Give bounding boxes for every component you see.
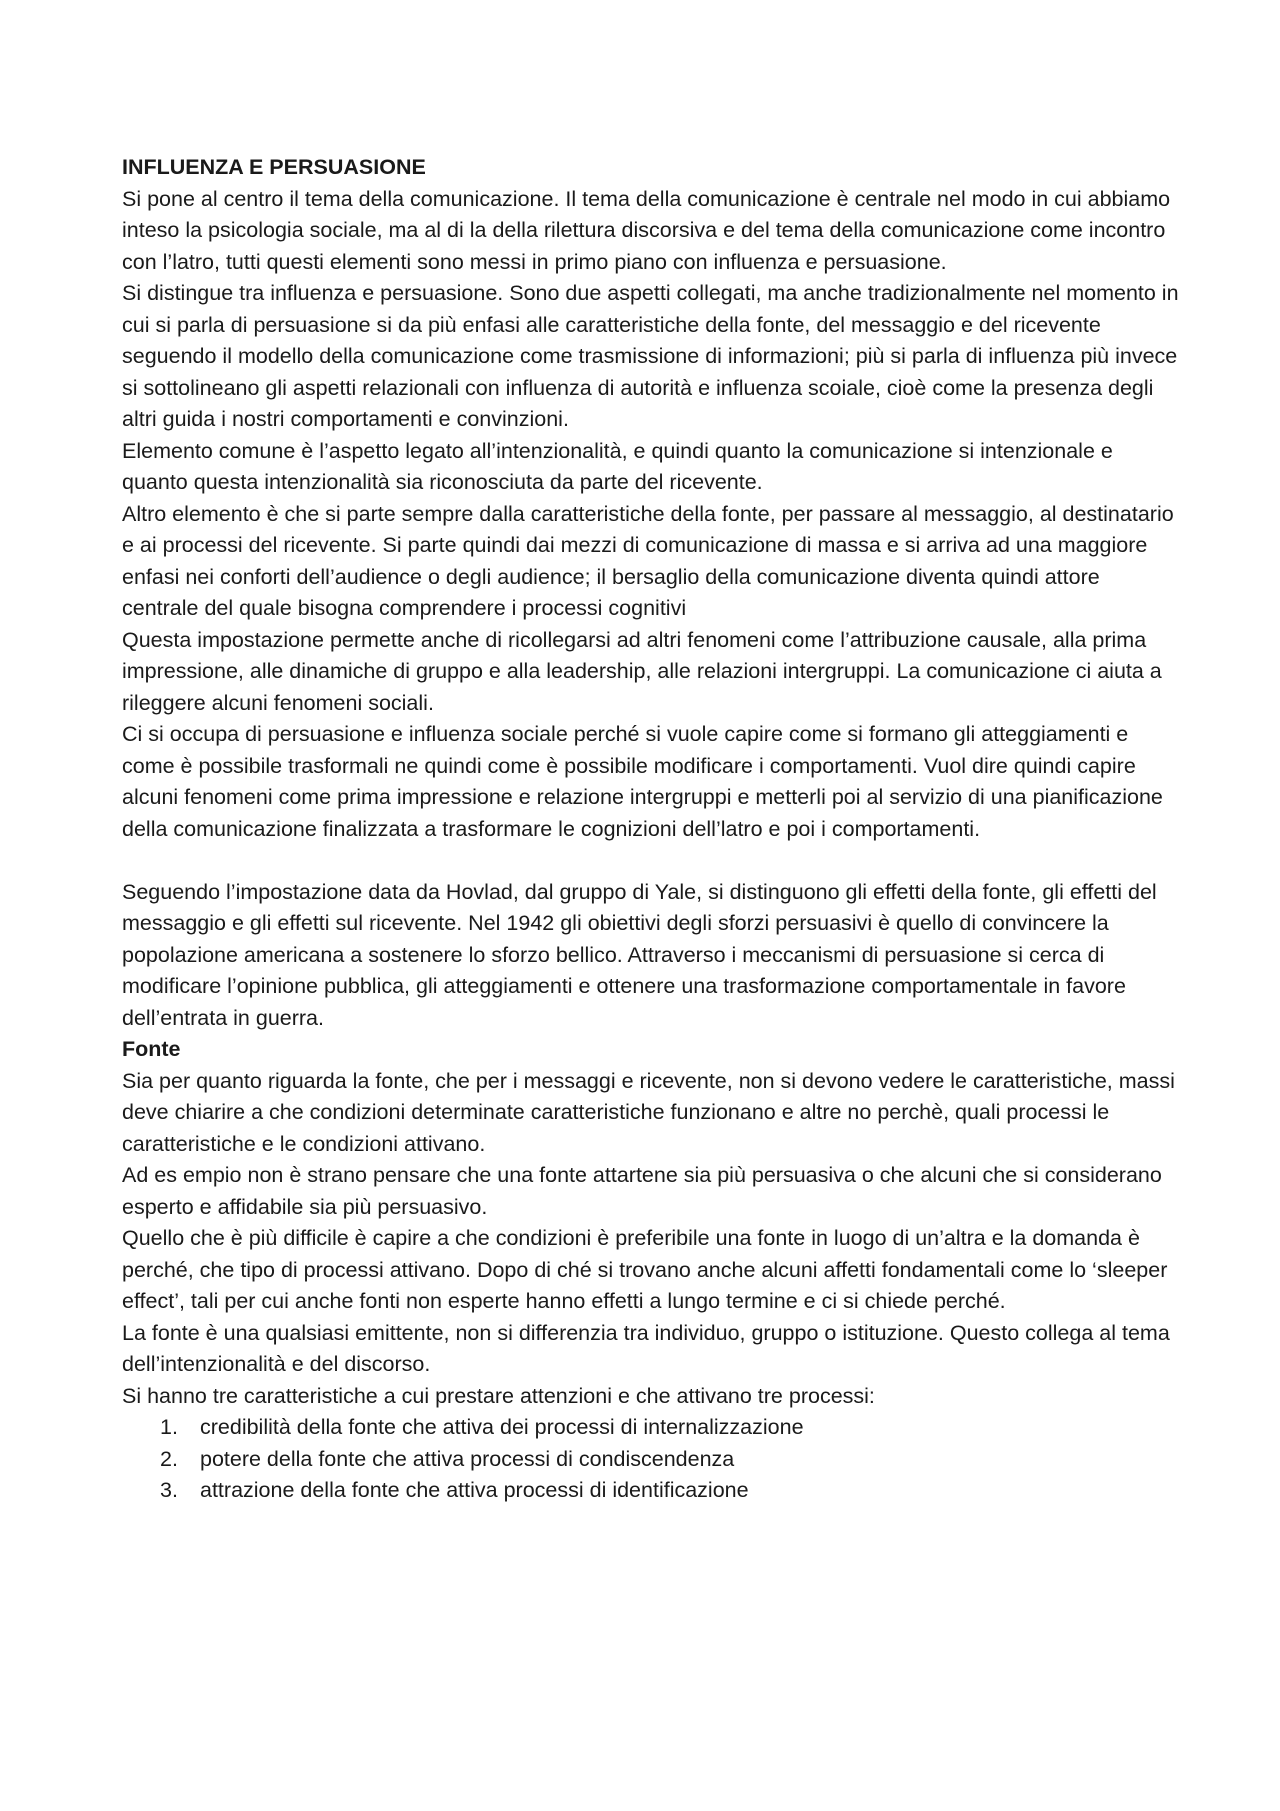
paragraph-fonte-5: Si hanno tre caratteristiche a cui prestare attenzioni e che attivano tre processi: (122, 1383, 875, 1408)
paragraph-intro-6: Ci si occupa di persuasione e influenza sociale perché si vuole capire come si formano gli atteggiamenti e come è possibile trasformali ne quindi come è possibile modificare i comportamenti. Vuol dire quindi capire alcuni fenomeni come prima impressione e relazione intergruppi e metterli poi al servizio di una pianificazione della comunicazione finalizzata a trasformare le cognizioni dell’latro e poi i comportamenti. (122, 722, 1163, 841)
list-item (122, 1475, 1182, 1507)
paragraph-fonte-4: La fonte è una qualsiasi emittente, non si differenzia tra individuo, gruppo o istituzione. Questo collega al tema dell’intenzionalità e del discorso. (122, 1320, 1170, 1376)
list-item-number: 1. (160, 1415, 178, 1439)
document-title: INFLUENZA E PERSUASIONE (122, 155, 426, 179)
paragraph-fonte-2: Ad es empio non è strano pensare che una fonte attartene sia più persuasiva o che alcuni che si considerano esperto e affidabile sia più persuasivo. (122, 1163, 1162, 1219)
section-heading-fonte: Fonte (122, 1037, 181, 1061)
paragraph-intro-1: Si pone al centro il tema della comunicazione. Il tema della comunicazione è centrale nel modo in cui abbiamo inteso la psicologia sociale, ma al di la della rilettura discorsiva e del tema della comunicazione come incontro con l’latro, tutti questi elementi sono messi in primo piano con influenza e persuasione. (122, 186, 1171, 274)
list-item-text: credibilità della fonte che attiva dei processi di internalizzazione (200, 1415, 804, 1439)
list-item-text: potere della fonte che attiva processi di condiscendenza (200, 1446, 735, 1471)
paragraph-intro-2: Si distingue tra influenza e persuasione. Sono due aspetti collegati, ma anche tradizionalmente nel momento in cui si parla di persuasione si da più enfasi alle caratteristiche della fonte, del messaggio e del ricevente seguendo il modello della comunicazione come trasmissione di informazioni; più si parla di influenza più invece si sottolineano gli aspetti relazionali con influenza di autorità e influenza scoiale, cioè come la presenza degli altri guida i nostri comportamenti e convinzioni. (122, 281, 1179, 431)
list-item-number: 2. (160, 1446, 178, 1471)
numbered-list (122, 1412, 1182, 1507)
paragraph-intro-3: Elemento comune è l’aspetto legato all’intenzionalità, e quindi quanto la comunicazione si intenzionale e quanto questa intenzionalità sia riconosciuta da parte del ricevente. (122, 438, 1113, 494)
paragraph-yale: Seguendo l’impostazione data da Hovlad, dal gruppo di Yale, si distinguono gli effetti della fonte, gli effetti del messaggio e gli effetti sul ricevente. Nel 1942 gli obiettivi degli sforzi persuasivi è quello di convincere la popolazione americana a sostenere lo sforzo bellico. Attraverso i meccanismi di persuasione si cerca di modificare l’opinione pubblica, gli atteggiamenti e ottenere una trasformazione comportamentale in favore dell’entrata in guerra. (122, 879, 1157, 1030)
paragraph-intro-4: Altro elemento è che si parte sempre dalla caratteristiche della fonte, per passare al messaggio, al destinatario e ai processi del ricevente. Si parte quindi dai mezzi di comunicazione di massa e si arriva ad una maggiore enfasi nei conforti dell’audience o degli audience; il bersaglio della comunicazione diventa quindi attore centrale del quale bisogna comprendere i processi cognitivi (122, 501, 1174, 620)
paragraph-intro-5: Questa impostazione permette anche di ricollegarsi ad altri fenomeni come l’attribuzione causale, alla prima impressione, alle dinamiche di gruppo e alla leadership, alle relazioni intergruppi. La comunicazione ci aiuta a rileggere alcuni fenomeni sociali. (122, 627, 1162, 715)
list-item-text: attrazione della fonte che attiva processi di identificazione (200, 1478, 749, 1502)
paragraph-fonte-3: Quello che è più difficile è capire a che condizioni è preferibile una fonte in luogo di un’altra e la domanda è perché, che tipo di processi attivano. Dopo di ché si trovano anche alcuni affetti fondamentali come lo ‘sleeper effect’, tali per cui anche fonti non esperte hanno effetti a lungo termine e ci si chiede perché. (122, 1226, 1168, 1313)
list-item (122, 1444, 1182, 1476)
list-item-number: 3. (160, 1478, 178, 1502)
document-page (122, 152, 1182, 1507)
list-item (122, 1412, 1182, 1444)
blank-line (122, 845, 1182, 877)
paragraph-fonte-1: Sia per quanto riguarda la fonte, che per i messaggi e ricevente, non si devono vedere le caratteristiche, massi deve chiarire a che condizioni determinate caratteristiche funzionano e altre no perchè, quali processi le caratteristiche e le condizioni attivano. (122, 1068, 1175, 1156)
